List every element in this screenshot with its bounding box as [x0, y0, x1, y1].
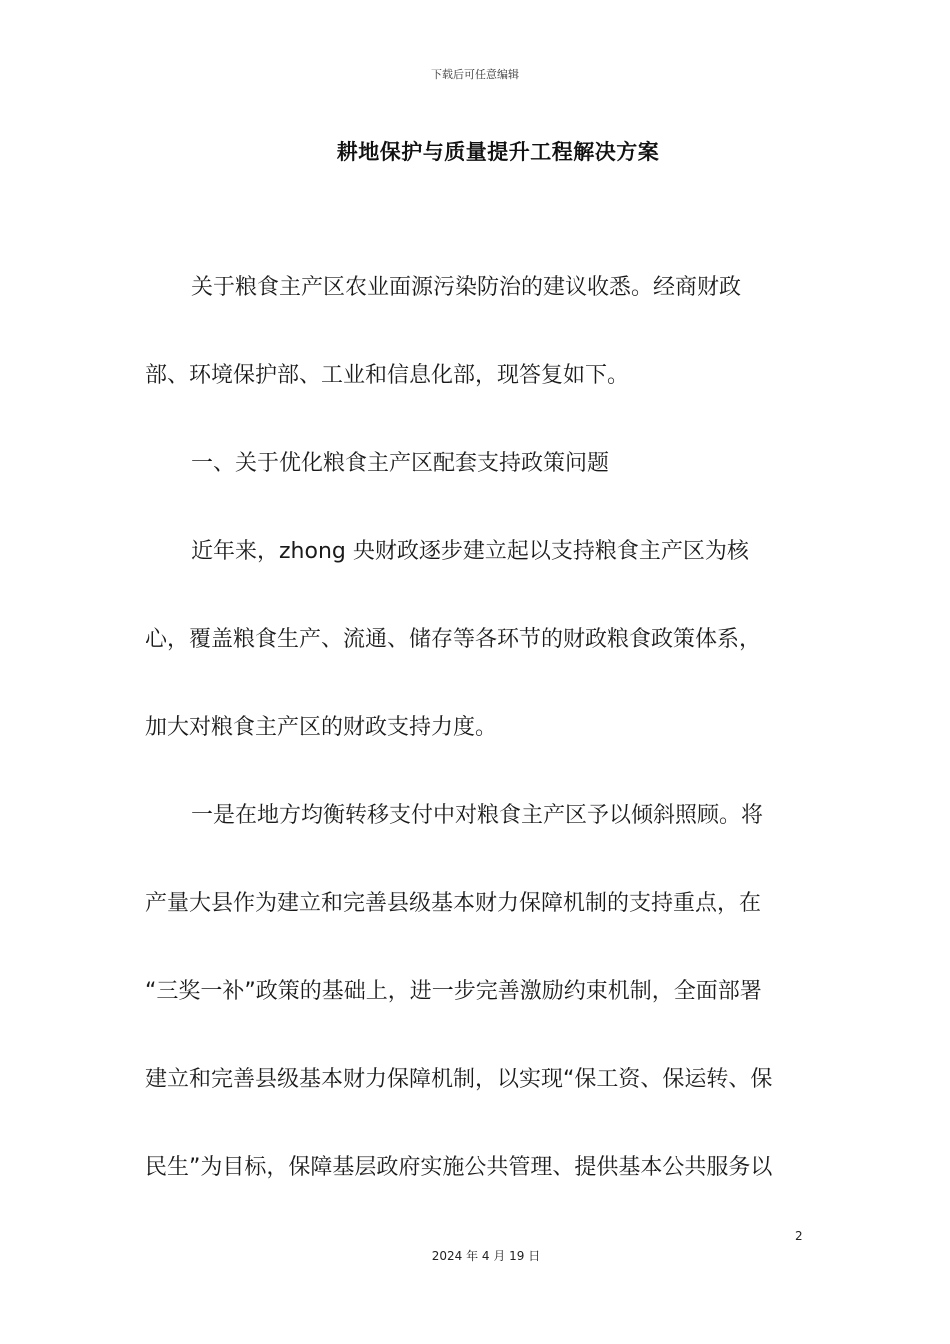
paragraph-line: 建立和完善县级基本财力保障机制，以实现“保工资、保运转、保 [145, 1067, 773, 1092]
paragraph-line: 加大对粮食主产区的财政支持力度。 [145, 715, 498, 740]
paragraph-line: 心，覆盖粮食生产、流通、储存等各环节的财政粮食政策体系， [145, 627, 762, 652]
paragraph-line: “三奖一补”政策的基础上，进一步完善激励约束机制，全面部署 [145, 979, 762, 1004]
paragraph-line: 一是在地方均衡转移支付中对粮食主产区予以倾斜照顾。将 [191, 803, 764, 828]
paragraph-line: 民生”为目标，保障基层政府实施公共管理、提供基本公共服务以 [145, 1155, 773, 1180]
paragraph-line: 部、环境保护部、工业和信息化部，现答复如下。 [145, 363, 630, 388]
section-heading: 一、关于优化粮食主产区配套支持政策问题 [191, 451, 610, 476]
header-note: 下载后可任意编辑 [431, 68, 519, 81]
paragraph-line: 关于粮食主产区农业面源污染防治的建议收悉。经商财政 [191, 275, 742, 300]
page-number: 2 [795, 1229, 803, 1243]
paragraph-line: 产量大县作为建立和完善县级基本财力保障机制的支持重点，在 [145, 891, 762, 916]
document-title: 耕地保护与质量提升工程解决方案 [336, 140, 660, 164]
document-body [145, 264, 807, 1232]
footer-date: 2024 年 4 月 19 日 [431, 1249, 541, 1263]
paragraph-line: 近年来，zhong 央财政逐步建立起以支持粮食主产区为核 [191, 539, 749, 564]
